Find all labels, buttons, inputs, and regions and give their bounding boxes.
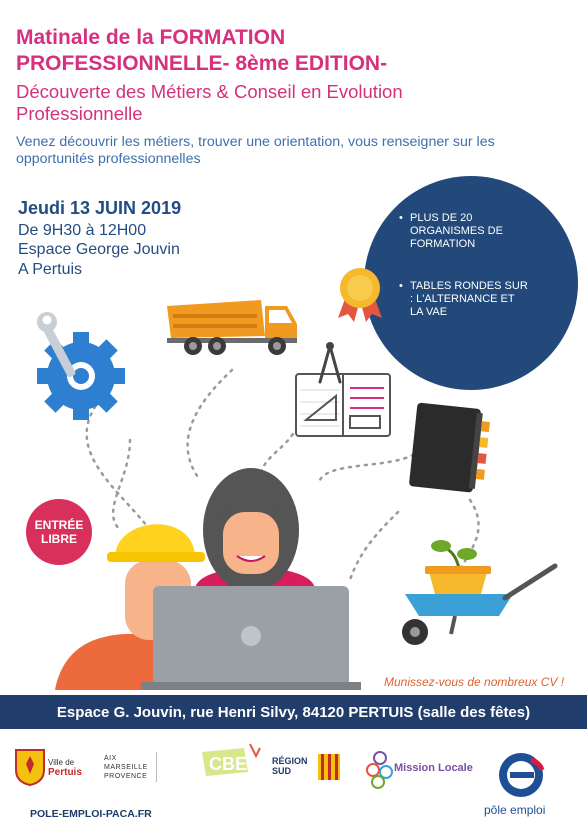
logo-pertuis-label-b: Pertuis — [48, 767, 82, 778]
cv-note: Munissez-vous de nombreux CV ! — [384, 675, 565, 689]
bullet-2: • — [399, 280, 403, 292]
mission-locale-icon — [366, 748, 394, 792]
gear-wrench-icon — [35, 308, 135, 420]
badge-line-1: ENTRÉE — [34, 518, 84, 532]
title-line-1: Matinale de la FORMATION — [16, 26, 286, 49]
subtitle: Découverte des Métiers & Conseil en Evolution Professionnelle — [16, 81, 403, 124]
logo-divider — [156, 752, 157, 782]
address-text: Espace G. Jouvin, rue Henri Silvy, 84120 PERTUIS (salle des fêtes) — [56, 703, 531, 721]
cbe-logo-text: CBE — [209, 754, 248, 774]
event-venue: Espace George Jouvin — [18, 241, 180, 258]
logo-pole-emploi: pôle emploi — [484, 803, 546, 817]
wheelbarrow-icon — [395, 532, 561, 650]
event-date: Jeudi 13 JUIN 2019 — [18, 198, 182, 218]
pertuis-crest-icon — [14, 748, 46, 786]
intro-text: Venez découvrir les métiers, trouver une orientation, vous renseigner sur les opportunités professionnelles — [16, 134, 495, 167]
title-line-2: PROFESSIONNELLE- 8ème EDITION- — [16, 52, 388, 75]
address-bar — [0, 695, 587, 729]
cbe-logo-icon — [196, 742, 262, 784]
info-item-organismes: PLUS DE 20 ORGANISMES DE FORMATION — [410, 212, 503, 250]
notebook-icon — [405, 402, 493, 494]
logo-mission-locale: Mission Locale — [394, 762, 473, 774]
event-time: De 9H30 à 12H00 — [18, 222, 147, 239]
logo-region-sud: RÉGION SUD — [272, 756, 308, 776]
region-flag-icon — [318, 754, 340, 780]
site-url[interactable]: POLE-EMPLOI-PACA.FR — [30, 808, 152, 820]
pole-emploi-logo-icon — [496, 750, 546, 800]
info-item-tables-rondes: TABLES RONDES SUR : L'ALTERNANCE ET LA VAE — [410, 280, 528, 318]
logo-pertuis-label-a: Ville de — [48, 758, 75, 767]
drawing-notebook-icon — [290, 340, 394, 444]
bullet-1: • — [399, 212, 403, 224]
event-city: A Pertuis — [18, 261, 83, 278]
truck-icon — [165, 296, 301, 358]
logo-aix-marseille: AIX MARSEILLE PROVENCE — [104, 755, 148, 780]
people-laptop-illustration — [55, 440, 385, 690]
badge-line-2: LIBRE — [41, 532, 77, 546]
